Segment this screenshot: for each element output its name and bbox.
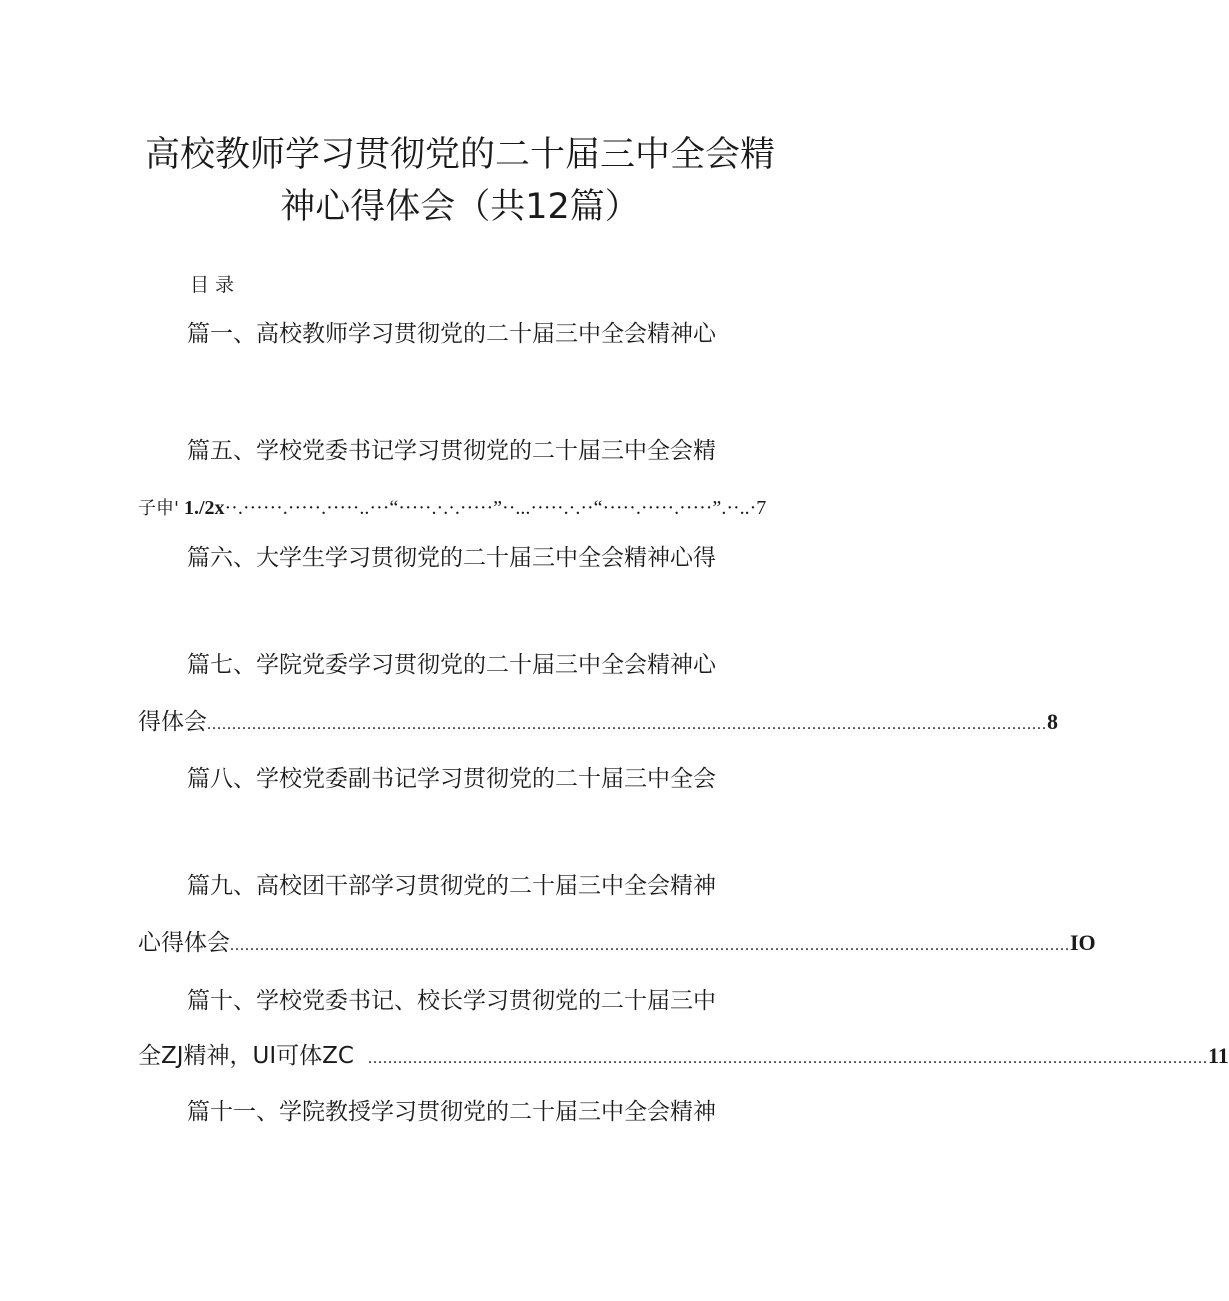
toc-entry-6[interactable]: 篇六、大学生学习贯彻党的二十届三中全会精神心得 <box>187 545 716 571</box>
toc-entry-7[interactable]: 篇七、学院党委学习贯彻党的二十届三中全会精神心 <box>187 652 716 678</box>
toc-entry-5[interactable]: 篇五、学校党委书记学习贯彻党的二十届三中全会精 <box>187 438 716 464</box>
document-title-line-2: 神心得体会（共12篇） <box>280 187 640 227</box>
toc-entry-10-cont-text: 全ZJ精神，UI可体ZC <box>138 1043 354 1069</box>
toc-entry-1[interactable]: 篇一、高校教师学习贯彻党的二十届三中全会精神心 <box>187 321 716 347</box>
toc-entry-5-cont-head: 子申' <box>138 498 179 519</box>
dot-leader: ........................................................................................................................................................................ <box>367 1050 1208 1067</box>
document-title-line-1: 高校教师学习贯彻党的二十届三中全会精 <box>144 135 775 175</box>
toc-entry-7-continuation[interactable] <box>138 709 1058 735</box>
toc-entry-5-continuation[interactable] <box>138 494 767 520</box>
toc-entry-9-continuation[interactable] <box>138 930 1096 956</box>
toc-entry-9-cont-text: 心得体会 <box>138 930 230 956</box>
toc-entry-9[interactable]: 篇九、高校团干部学习贯彻党的二十届三中全会精神 <box>187 873 716 899</box>
toc-entry-5-cont-bold: 1./2x <box>183 497 225 519</box>
toc-entry-9-page: IO <box>1070 930 1096 955</box>
toc-entry-8[interactable]: 篇八、学校党委副书记学习贯彻党的二十届三中全会 <box>187 766 716 792</box>
toc-entry-11[interactable]: 篇十一、学院教授学习贯彻党的二十届三中全会精神 <box>187 1099 716 1125</box>
toc-entry-5-page: 7 <box>756 497 767 519</box>
toc-heading: 目录 <box>190 274 241 296</box>
toc-entry-10-page: 11 <box>1207 1043 1229 1068</box>
dot-leader: ........................................................................................................................................................................ <box>230 937 1070 954</box>
toc-entry-10-continuation[interactable] <box>138 1043 1229 1069</box>
toc-entry-7-cont-text: 得体会 <box>138 709 207 735</box>
toc-entry-10[interactable]: 篇十、学校党委书记、校长学习贯彻党的二十届三中 <box>187 988 716 1014</box>
toc-entry-5-cont-tail: ··.······.·····.·····..···“·····.·.·.·····”··...·····.·.··“·····.·····.·····”.··..· <box>224 497 757 519</box>
dot-leader: ........................................................................................................................................................................ <box>207 716 1047 733</box>
toc-entry-7-page: 8 <box>1047 709 1058 734</box>
